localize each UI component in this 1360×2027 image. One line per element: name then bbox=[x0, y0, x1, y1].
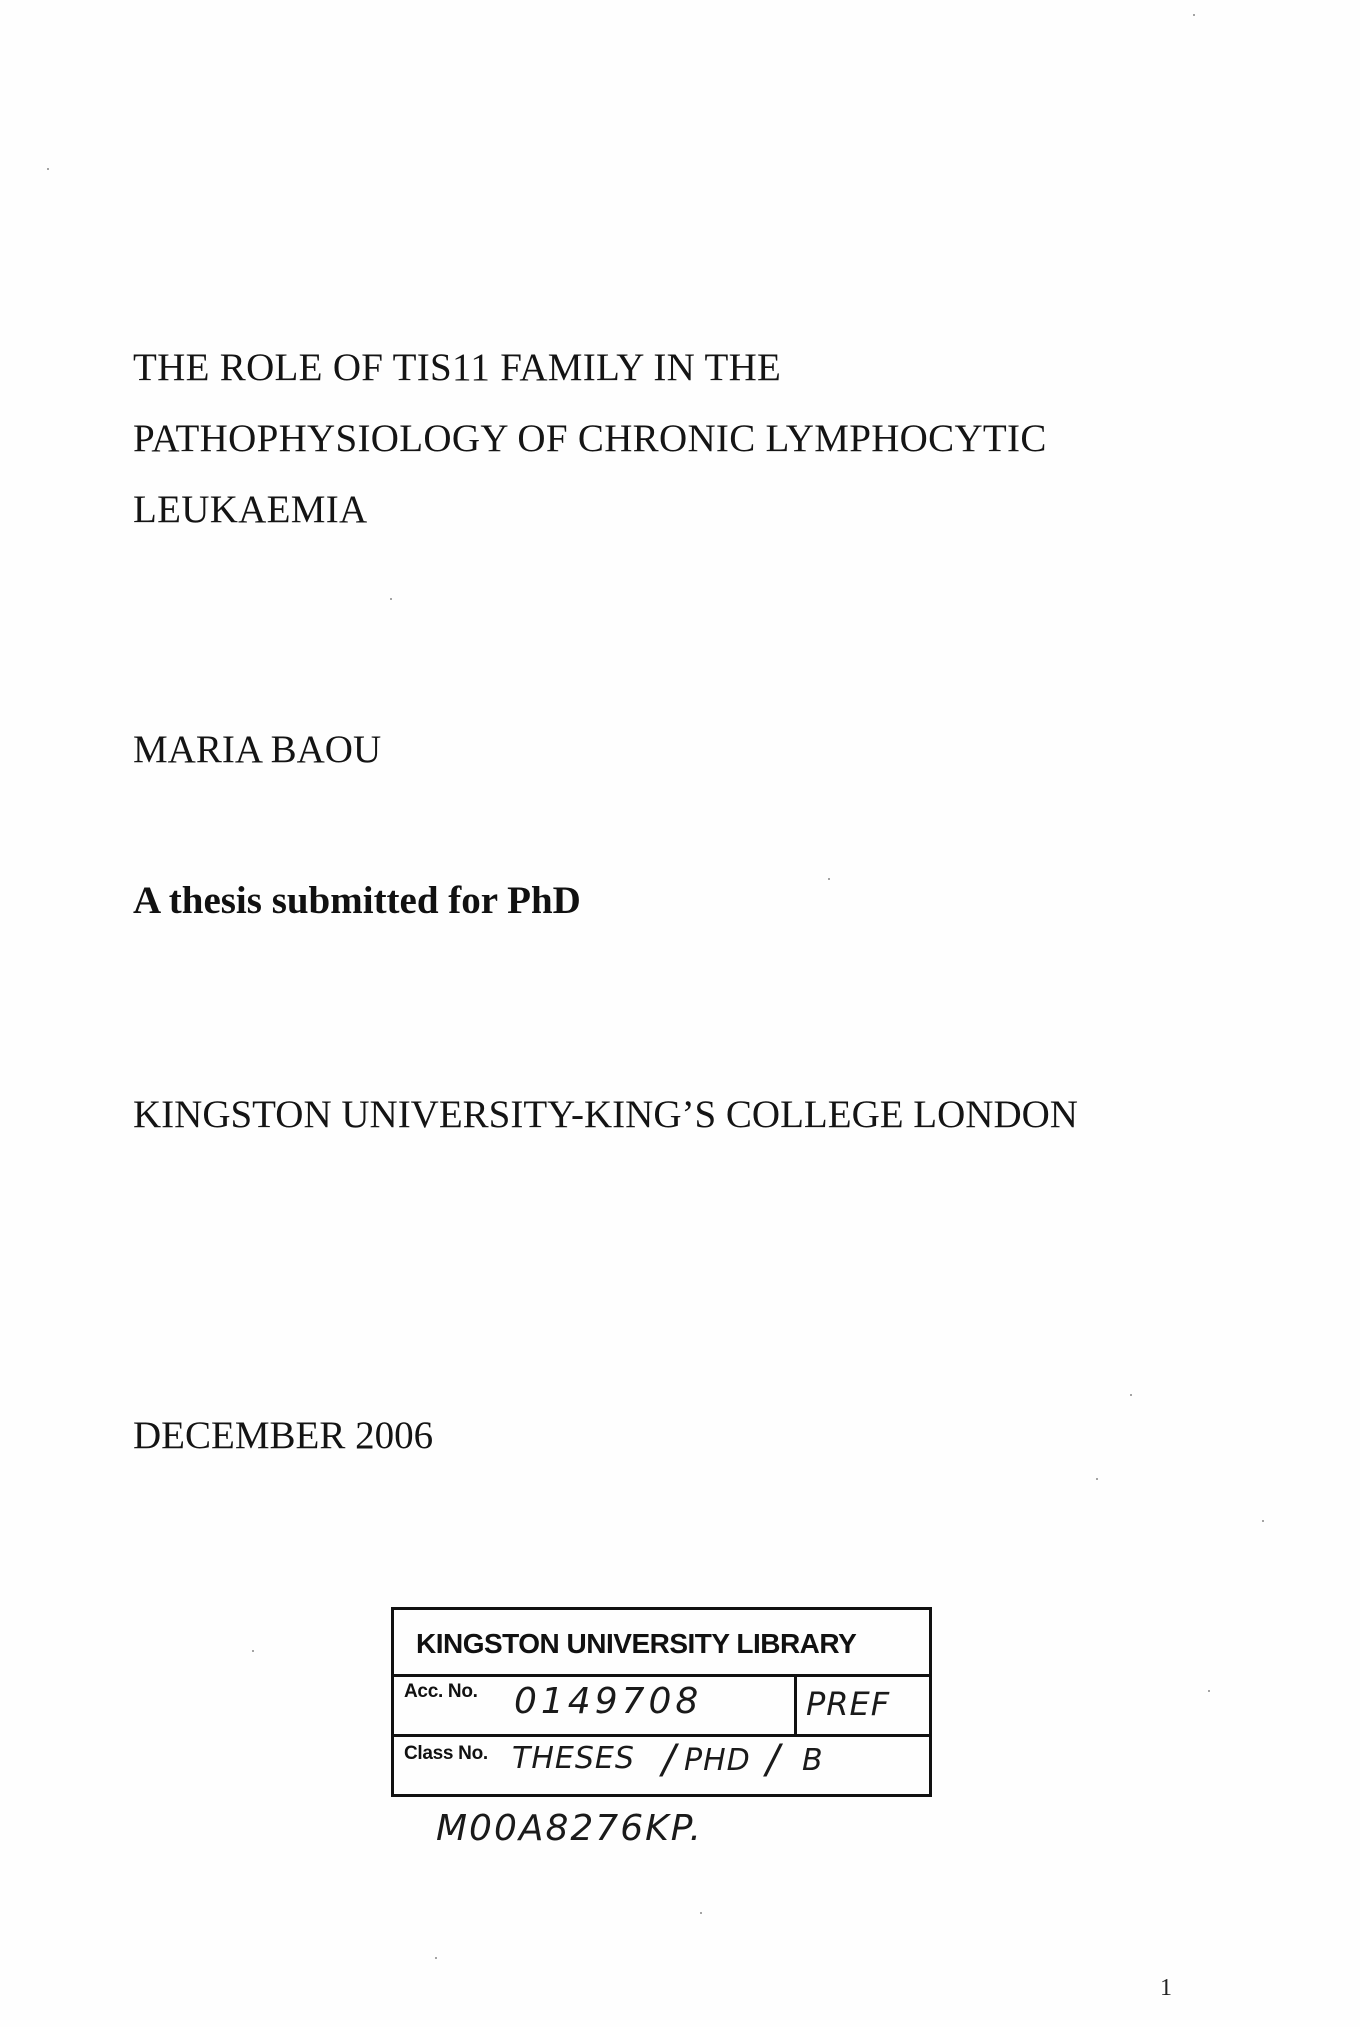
scan-speck bbox=[47, 168, 49, 170]
acc-no-value: 0149708 bbox=[514, 1681, 703, 1722]
page-number: 1 bbox=[1160, 1975, 1172, 2001]
degree-statement: A thesis submitted for PhD bbox=[133, 879, 581, 922]
stamp-class-row bbox=[394, 1737, 929, 1794]
author-name: MARIA BAOU bbox=[133, 728, 382, 771]
acc-no-label: Acc. No. bbox=[404, 1681, 478, 1702]
scan-speck bbox=[700, 1912, 702, 1914]
scan-speck bbox=[1130, 1394, 1132, 1396]
stamp-acc-row bbox=[394, 1677, 929, 1737]
scan-speck bbox=[828, 878, 830, 880]
scan-speck bbox=[1262, 1520, 1264, 1522]
scan-speck bbox=[1096, 1478, 1098, 1480]
title-line-1: THE ROLE OF TIS11 FAMILY IN THE bbox=[133, 346, 782, 389]
class-separator-2: / bbox=[766, 1737, 780, 1783]
scan-speck bbox=[390, 598, 392, 600]
barcode-note: M00A8276KP. bbox=[436, 1808, 703, 1849]
scan-speck bbox=[435, 1957, 437, 1959]
title-line-2: PATHOPHYSIOLOGY OF CHRONIC LYMPHOCYTIC bbox=[133, 417, 1047, 460]
scan-speck bbox=[1193, 14, 1195, 16]
title-line-3: LEUKAEMIA bbox=[133, 488, 368, 531]
submission-date: DECEMBER 2006 bbox=[133, 1414, 434, 1457]
acc-note: PREF bbox=[806, 1685, 891, 1723]
stamp-header: KINGSTON UNIVERSITY LIBRARY bbox=[394, 1610, 929, 1677]
class-no-value-3: B bbox=[802, 1743, 823, 1778]
class-separator-1: / bbox=[662, 1737, 676, 1783]
scan-speck bbox=[252, 1650, 254, 1652]
library-stamp bbox=[391, 1607, 932, 1797]
institution-name: KINGSTON UNIVERSITY-KING’S COLLEGE LONDON bbox=[133, 1093, 1078, 1136]
class-no-value-1: THESES bbox=[512, 1741, 635, 1776]
stamp-divider bbox=[794, 1677, 797, 1737]
class-no-value-2: PHD bbox=[684, 1743, 751, 1778]
scan-speck bbox=[1208, 1690, 1210, 1692]
class-no-label: Class No. bbox=[404, 1743, 488, 1764]
